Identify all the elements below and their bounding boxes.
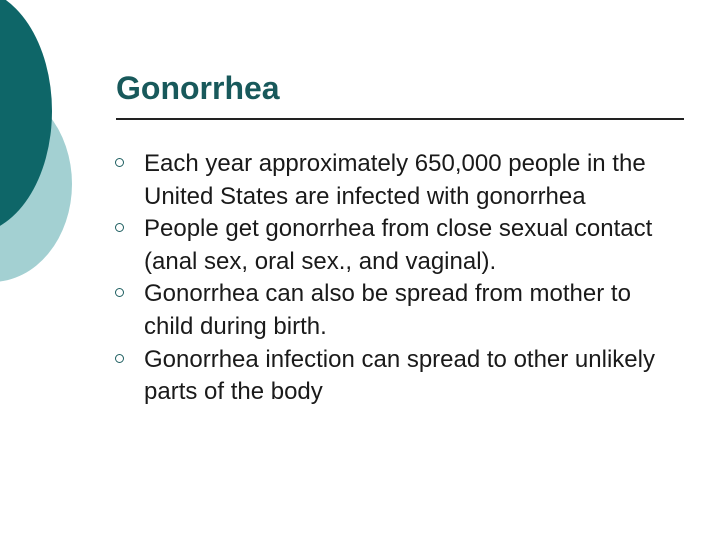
hollow-circle-bullet-icon bbox=[115, 223, 124, 232]
bullet-item bbox=[115, 344, 685, 409]
bullet-text: Each year approximately 650,000 people in the United States are infected with gonorrhea bbox=[144, 150, 646, 210]
bullet-list bbox=[115, 148, 685, 409]
bullet-item bbox=[115, 148, 685, 213]
slide-title: Gonorrhea bbox=[116, 70, 280, 106]
bullet-text: Gonorrhea can also be spread from mother to child during birth. bbox=[144, 280, 631, 340]
bullet-text: People get gonorrhea from close sexual contact (anal sex, oral sex., and vaginal). bbox=[144, 215, 653, 275]
bullet-item bbox=[115, 213, 685, 278]
title-divider bbox=[116, 118, 684, 120]
hollow-circle-bullet-icon bbox=[115, 158, 124, 167]
bullet-text: Gonorrhea infection can spread to other unlikely parts of the body bbox=[144, 345, 655, 406]
bullet-item bbox=[115, 278, 685, 343]
hollow-circle-bullet-icon bbox=[115, 288, 124, 297]
hollow-circle-bullet-icon bbox=[115, 354, 124, 363]
